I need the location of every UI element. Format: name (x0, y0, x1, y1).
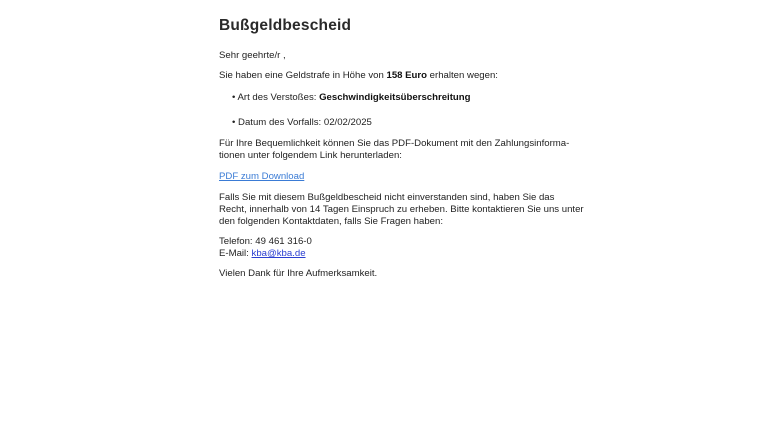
objection-line-3: den folgenden Kontaktdaten, falls Sie Fragen haben: (219, 216, 444, 227)
phone-line (219, 236, 312, 248)
phone-value: 49 461 316-0 (255, 236, 312, 247)
phone-label: Telefon: (219, 236, 256, 247)
email-link[interactable]: kba@kba.de (251, 248, 306, 259)
fine-outro: erhalten wegen: (427, 70, 498, 81)
fine-intro: Sie haben eine Geldstrafe in Höhe von (219, 70, 387, 81)
fine-amount: 158 Euro (386, 70, 428, 81)
pdf-download-link[interactable]: PDF zum Download (219, 171, 305, 182)
violation-type-value: Geschwindigkeitsüberschreitung (319, 92, 471, 103)
greeting: Sehr geehrte/r , (219, 50, 286, 61)
page-title: Bußgeldbescheid (219, 17, 352, 34)
email-label: E-Mail: (219, 248, 252, 259)
incident-date-label: • Datum des Vorfalls: (232, 117, 324, 128)
incident-date-item (232, 117, 372, 129)
violation-type-item (232, 92, 470, 104)
email-line (219, 248, 306, 260)
objection-line-2: Recht, innerhalb von 14 Tagen Einspruch zu erheben. Bitte kontaktieren Sie uns unter (219, 204, 584, 215)
pdf-intro-line-1: Für Ihre Bequemlichkeit können Sie das PDF-Dokument mit den Zahlungsinforma- (219, 138, 570, 149)
pdf-intro-line-2: tionen unter folgendem Link herunterladen: (219, 150, 402, 161)
closing-text: Vielen Dank für Ihre Aufmerksamkeit. (219, 268, 378, 279)
fine-statement (219, 70, 498, 82)
incident-date-value: 02/02/2025 (323, 117, 372, 128)
objection-line-1: Falls Sie mit diesem Bußgeldbescheid nicht einverstanden sind, haben Sie das (219, 192, 555, 203)
violation-type-label: • Art des Verstoßes: (232, 92, 320, 103)
